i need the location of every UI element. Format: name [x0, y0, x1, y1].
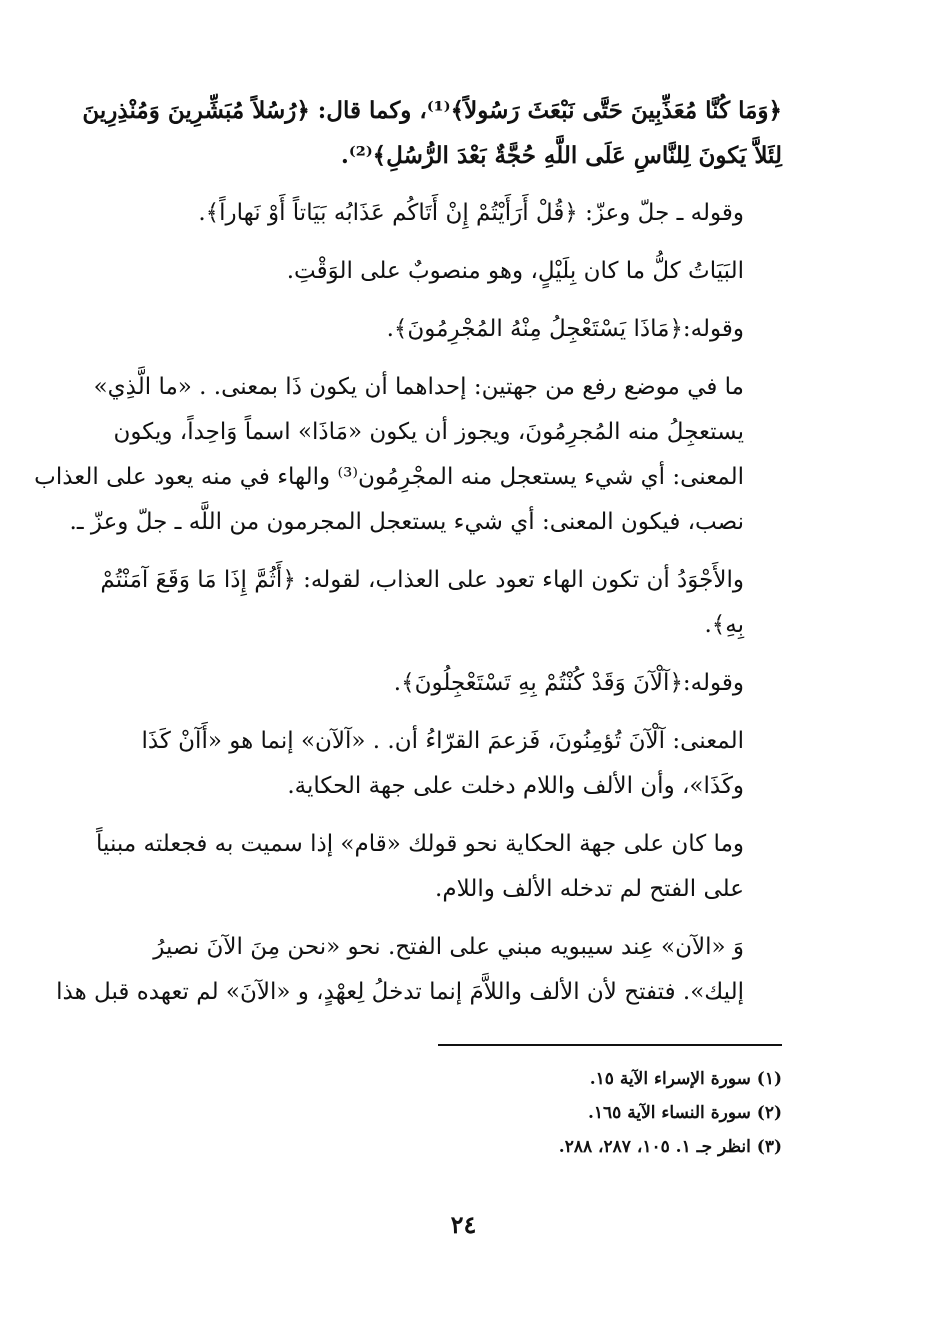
text-line: وَ «الآن» عِند سيبويه مبني على الفتح. نحو «نحن مِنَ الآنَ نصيرُ [153, 934, 744, 960]
paragraph [98, 661, 782, 706]
paragraph [34, 365, 782, 545]
text-line: المعنى: أي شيء يستعجل منه المجْرِمُون⁽³⁾ والهاء في منه يعود على العذاب [34, 464, 744, 490]
footnotes [182, 1062, 782, 1164]
text-line: إليك». فتفتح لأن الألف واللاَّمَ إنما تدخلُ لِعهْدٍ، و «الآنَ» لم تعهده قبل هذا [56, 979, 744, 1005]
page-body [34, 88, 782, 1028]
page-number: ٢٤ [450, 1210, 477, 1239]
text-line: المعنى: آلْآنَ تُؤمِنُونَ، فَزعمَ القرّاءُ أن. . «آلآن» إنما هو «أَآنْ كَذَا [141, 728, 744, 754]
text-line: وما كان على جهة الحكاية نحو قولك «قام» إذا سميت به فجعلته مبنياً [96, 831, 744, 857]
paragraph [98, 822, 782, 912]
text-line: على الفتح لم تدخله الألف واللام. [435, 876, 744, 902]
text-line: وكَذَا»، وأن الألف واللام دخلت على جهة الحكاية. [287, 773, 744, 799]
text-line: يستعجِلُ منه المُجرِمُونَ، ويجوز أن يكون «مَاذَا» اسماً وَاحِداً، ويكون [113, 419, 744, 445]
paragraph [98, 249, 782, 294]
paragraph [56, 925, 782, 1015]
text-line: وقوله ـ جلّ وعزّ: ﴿قُلْ أَرَأَيْتُمْ إِنْ أَتَاكُم عَذَابُه بَيَاتاً أَوْ نَهاراً﴾. [198, 200, 744, 226]
footnote: (٢) سورة النساء الآية ١٦٥. [587, 1103, 782, 1123]
text-line: بِهِ﴾. [704, 612, 744, 638]
paragraph [98, 558, 782, 648]
text-line: البَيَاتُ كلُّ ما كان بِلَيْلٍ، وهو منصوبٌ على الوَقْتِ. [286, 258, 744, 284]
text-line: ما في موضع رفع من جهتين: إحداهما أن يكون ذَا بمعنى. . «ما الَّذِي» [93, 374, 744, 400]
text-line: نصب، فيكون المعنى: أي شيء يستعجل المجرمون من اللَّه ـ جلّ وعزّ ـ. [69, 509, 744, 535]
footnote-divider [438, 1044, 782, 1046]
paragraph [98, 719, 782, 809]
text-line: والأَجْوَدُ أن تكون الهاء تعود على العذاب، لقوله: ﴿أَثُمَّ إِذَا مَا وَقَعَ آمَنْتُمْ [100, 567, 744, 593]
footnote: (١) سورة الإسراء الآية ١٥. [589, 1069, 782, 1089]
footnote: (٣) انظر جـ ١. ١٠٥، ٢٨٧، ٢٨٨. [558, 1137, 782, 1157]
paragraph [82, 88, 782, 178]
text-line: وقوله:﴿مَاذَا يَسْتَعْجِلُ مِنْهُ المُجْرِمُونَ﴾. [386, 316, 744, 342]
text-line: وقوله:﴿آلْآنَ وَقَدْ كُنْتُمْ بِهِ تَسْتَعْجِلُونَ﴾. [393, 670, 744, 696]
text-line: لِئَلاَّ يَكونَ لِلنَّاسِ عَلَى اللَّهِ حُجَّةٌ بَعْدَ الرُّسُلِ﴾⁽²⁾. [340, 142, 782, 169]
paragraph [98, 191, 782, 236]
text-line: ﴿وَمَا كُنَّا مُعَذِّبِينَ حَتَّى نَبْعَثَ رَسُولاً﴾⁽¹⁾، وكما قال: ﴿رُسُلاً مُبَشِّرِينَ وَمُنْذِرِينَ [82, 97, 782, 124]
paragraph [98, 307, 782, 352]
